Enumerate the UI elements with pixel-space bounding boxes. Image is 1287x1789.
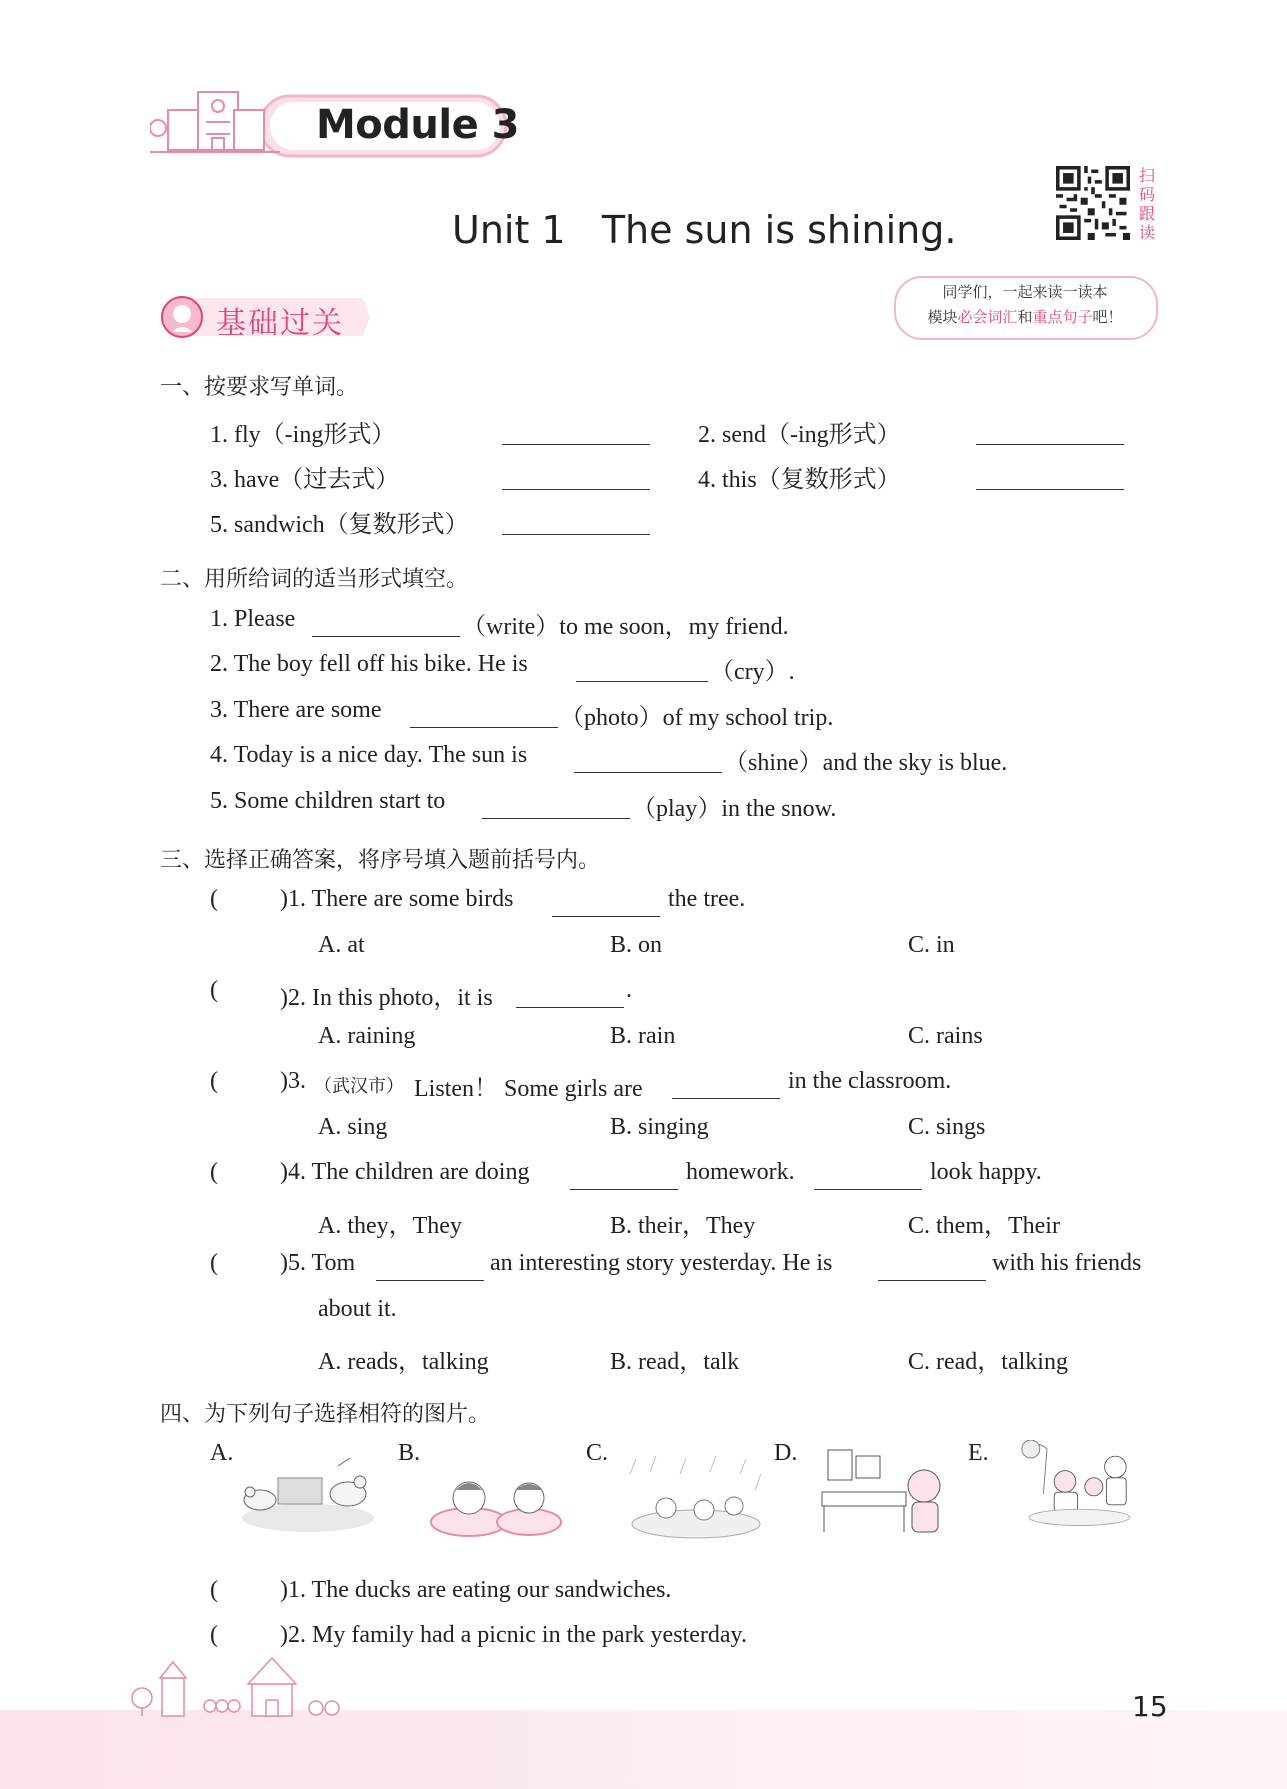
s3-q1-opt-b: B. on xyxy=(610,932,663,958)
s3-q5-a: )5. Tom xyxy=(280,1250,356,1276)
s3-q5-c: with his friends xyxy=(992,1250,1142,1276)
s3-q4-opt-b: B. their，They xyxy=(610,1213,756,1239)
s3-q5-opt-c: C. read，talking xyxy=(908,1349,1068,1375)
s3-q4-c: look happy. xyxy=(930,1159,1042,1185)
footer-town-icon xyxy=(122,1648,422,1718)
section2-title: 二、用所给词的适当形式填空。 xyxy=(160,567,469,592)
s4-paren-2[interactable]: ( xyxy=(210,1622,218,1648)
s2-answer-2[interactable] xyxy=(576,681,708,682)
s3-q4-blank-1 xyxy=(570,1189,678,1190)
picture-a-ducks-icon[interactable] xyxy=(238,1448,378,1538)
s2-q3-after: （photo）of my school trip. xyxy=(560,705,834,731)
s3-q3-tag: （武汉市） xyxy=(314,1076,404,1096)
s2-q2-before: 2. The boy fell off his bike. He is xyxy=(210,651,528,677)
s1-answer-3[interactable] xyxy=(502,489,650,490)
s3-q1-b: the tree. xyxy=(668,886,746,912)
s2-q1-before: 1. Please xyxy=(210,606,296,632)
pic-label-e: E. xyxy=(968,1440,989,1466)
pic-label-c: C. xyxy=(586,1440,609,1466)
s1-answer-4[interactable] xyxy=(976,489,1124,490)
s3-q5-opt-a: A. reads，talking xyxy=(318,1349,489,1375)
s3-q2-blank xyxy=(516,1007,624,1008)
s3-q5-blank-2 xyxy=(878,1280,986,1281)
s3-q4-a: )4. The children are doing xyxy=(280,1159,530,1185)
tip-line-1: 同学们，一起来读一读本 xyxy=(942,283,1108,301)
s3-q3-blank xyxy=(672,1098,780,1099)
unit-title: Unit 1 The sun is shining. xyxy=(452,208,957,252)
s3-q3-a: )3. xyxy=(280,1068,306,1094)
s3-q4-blank-2 xyxy=(814,1189,922,1190)
s1-answer-1[interactable] xyxy=(502,444,650,445)
s3-paren-2[interactable]: ( xyxy=(210,977,218,1003)
s2-q4-after: （shine）and the sky is blue. xyxy=(724,750,1008,776)
section4-title: 四、为下列句子选择相符的图片。 xyxy=(160,1402,491,1427)
footer-band xyxy=(0,1710,1287,1789)
s3-q3-opt-a: A. sing xyxy=(318,1114,388,1140)
s3-q1-opt-c: C. in xyxy=(908,932,955,958)
s3-q3-b: in the classroom. xyxy=(788,1068,952,1094)
section1-title: 一、按要求写单词。 xyxy=(160,375,359,400)
qr-code-icon[interactable] xyxy=(1056,166,1130,240)
s2-answer-5[interactable] xyxy=(482,818,630,819)
s1-item-4: 4. this（复数形式） xyxy=(698,467,901,493)
s3-q1-opt-a: A. at xyxy=(318,932,365,958)
s4-item-1: )1. The ducks are eating our sandwiches. xyxy=(280,1577,672,1603)
s2-q5-after: （play）in the snow. xyxy=(632,796,837,822)
pic-label-a: A. xyxy=(210,1440,234,1466)
pic-label-d: D. xyxy=(774,1440,798,1466)
s3-paren-1[interactable]: ( xyxy=(210,886,218,912)
s3-q2-opt-c: C. rains xyxy=(908,1023,983,1049)
s3-q2-opt-b: B. rain xyxy=(610,1023,676,1049)
section3-title: 三、选择正确答案，将序号填入题前括号内。 xyxy=(160,848,601,873)
s3-q2-a: )2. In this photo，it is xyxy=(280,985,493,1011)
s3-q1-blank xyxy=(552,916,660,917)
s2-answer-1[interactable] xyxy=(312,636,460,637)
s2-answer-4[interactable] xyxy=(574,772,722,773)
s3-q4-b: homework. xyxy=(686,1159,795,1185)
s3-paren-5[interactable]: ( xyxy=(210,1250,218,1276)
s2-answer-3[interactable] xyxy=(410,727,558,728)
picture-e-picnic-icon[interactable] xyxy=(1004,1440,1144,1530)
s3-q2-opt-a: A. raining xyxy=(318,1023,416,1049)
s3-q4-opt-a: A. they，They xyxy=(318,1213,462,1239)
s3-q3-opt-c: C. sings xyxy=(908,1114,986,1140)
picture-b-swimming-icon[interactable] xyxy=(424,1460,564,1550)
s1-item-3: 3. have（过去式） xyxy=(210,467,400,493)
s3-q5-blank-1 xyxy=(376,1280,484,1281)
s1-answer-5[interactable] xyxy=(502,534,650,535)
s3-q5-b: an interesting story yesterday. He is xyxy=(490,1250,833,1276)
s3-q4-opt-c: C. them，Their xyxy=(908,1213,1060,1239)
pic-label-b: B. xyxy=(398,1440,421,1466)
s3-q3-opt-b: B. singing xyxy=(610,1114,709,1140)
s3-paren-3[interactable]: ( xyxy=(210,1068,218,1094)
s3-q2-b: . xyxy=(626,977,632,1003)
s2-q5-before: 5. Some children start to xyxy=(210,788,446,814)
s3-q1-a: )1. There are some birds xyxy=(280,886,514,912)
page-number: 15 xyxy=(1132,1690,1168,1723)
picture-d-piano-girl-icon[interactable] xyxy=(818,1446,958,1536)
school-building-icon xyxy=(150,92,280,152)
s3-q5-opt-b: B. read，talk xyxy=(610,1349,740,1375)
s1-answer-2[interactable] xyxy=(976,444,1124,445)
s3-paren-4[interactable]: ( xyxy=(210,1159,218,1185)
s2-q3-before: 3. There are some xyxy=(210,697,382,723)
s1-item-2: 2. send（-ing形式） xyxy=(698,422,901,448)
s2-q1-after: （write）to me soon，my friend. xyxy=(462,614,789,640)
section-badge-title: 基础过关 xyxy=(216,306,344,341)
tip-line-2: 模块必会词汇和重点句子吧！ xyxy=(927,308,1123,326)
s2-q2-after: （cry）. xyxy=(710,659,795,685)
s3-q3-a2: Listen！ Some girls are xyxy=(414,1076,643,1102)
s4-item-2: )2. My family had a picnic in the park yesterday. xyxy=(280,1622,747,1648)
module-title: Module 3 xyxy=(316,102,519,148)
s2-q4-before: 4. Today is a nice day. The sun is xyxy=(210,742,528,768)
picture-c-snow-icon[interactable] xyxy=(626,1454,766,1544)
qr-scan-label: 扫码跟读 xyxy=(1138,166,1155,242)
s4-paren-1[interactable]: ( xyxy=(210,1577,218,1603)
s1-item-5: 5. sandwich（复数形式） xyxy=(210,512,469,538)
tip-bubble-text xyxy=(900,280,1150,330)
s1-item-1: 1. fly（-ing形式） xyxy=(210,422,396,448)
s3-q5-d: about it. xyxy=(318,1296,397,1322)
